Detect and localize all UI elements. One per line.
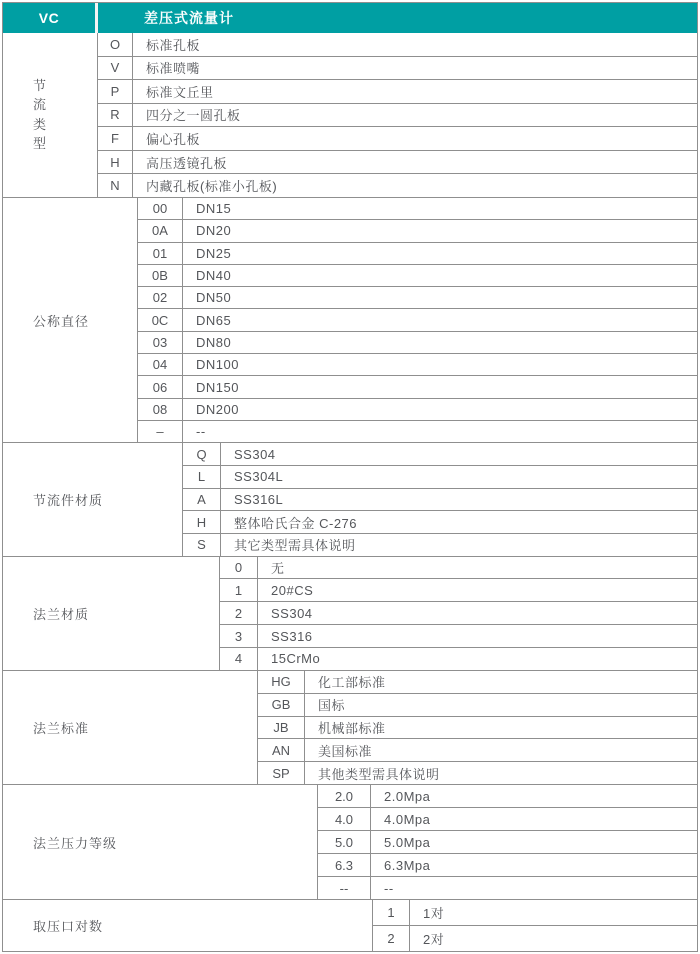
- row-code: –: [138, 421, 183, 442]
- table-header: [3, 3, 697, 33]
- row-desc: 其他类型需具体说明: [318, 766, 440, 782]
- section-flange-pressure-rating: [3, 785, 697, 900]
- section-flange-standard: [3, 671, 697, 785]
- row-desc: 偏心孔板: [146, 132, 201, 148]
- row-desc: SS304: [234, 446, 276, 462]
- section-rows: [318, 785, 697, 899]
- model-code-cell: VC: [3, 3, 98, 33]
- product-title-cell: 差压式流量计: [144, 10, 234, 26]
- row-desc: 标准文丘里: [146, 84, 214, 100]
- row-code: 6.3: [318, 854, 371, 876]
- table-row: [220, 557, 697, 580]
- row-desc: DN50: [196, 290, 232, 306]
- table-row: [138, 243, 697, 265]
- section-label: [3, 785, 318, 899]
- row-desc: 高压透镜孔板: [146, 155, 228, 171]
- row-code: A: [183, 489, 221, 511]
- row-desc: DN200: [196, 401, 239, 417]
- table-row: [183, 466, 697, 489]
- table-row: [138, 399, 697, 421]
- table-row: [318, 808, 697, 831]
- table-row: [138, 421, 697, 442]
- table-row: [138, 220, 697, 242]
- row-code: GB: [258, 694, 305, 716]
- row-code: F: [98, 127, 133, 150]
- row-code: 3: [220, 625, 258, 647]
- table-row: [183, 443, 697, 466]
- section-pressure-tap-pairs: [3, 900, 697, 951]
- section-throttle-material: [3, 443, 697, 556]
- row-desc: DN150: [196, 379, 239, 395]
- table-row: [183, 511, 697, 534]
- row-desc: DN40: [196, 268, 232, 284]
- row-desc: 1对: [423, 906, 445, 922]
- row-desc: DN15: [196, 201, 232, 217]
- section-label-text: 取压口对数: [33, 919, 104, 935]
- row-code: H: [98, 151, 133, 174]
- table-row: [318, 854, 697, 877]
- section-label: [3, 33, 98, 197]
- row-code: HG: [258, 671, 305, 693]
- table-row: [258, 694, 697, 717]
- section-label-text: 法兰压力等级: [33, 835, 118, 851]
- row-code: S: [183, 534, 221, 556]
- row-desc: 4.0Mpa: [384, 811, 431, 827]
- table-row: [98, 33, 697, 57]
- section-flange-material: [3, 557, 697, 671]
- table-row: [183, 489, 697, 512]
- row-code: 4: [220, 648, 258, 670]
- row-desc: SS304: [271, 605, 313, 621]
- row-desc: 2.0Mpa: [384, 788, 431, 804]
- row-desc: DN25: [196, 245, 232, 261]
- row-code: SP: [258, 762, 305, 784]
- table-row: [258, 717, 697, 740]
- row-desc: DN100: [196, 357, 239, 373]
- section-rows: [138, 198, 697, 442]
- row-code: --: [318, 877, 371, 899]
- section-label-text: 法兰材质: [33, 606, 90, 622]
- row-code: Q: [183, 443, 221, 465]
- row-code: P: [98, 80, 133, 103]
- table-row: [318, 877, 697, 899]
- row-code: 5.0: [318, 831, 371, 853]
- row-desc: SS316: [271, 628, 313, 644]
- row-code: 2: [220, 602, 258, 624]
- row-desc: 5.0Mpa: [384, 834, 431, 850]
- row-desc: 其它类型需具体说明: [234, 538, 356, 554]
- row-code: JB: [258, 717, 305, 739]
- spec-table: [2, 2, 698, 952]
- section-label-text: 节流类型: [33, 77, 48, 152]
- row-desc: DN80: [196, 334, 232, 350]
- row-desc: 机械部标准: [318, 720, 386, 736]
- row-code: O: [98, 33, 133, 56]
- section-label-text: 节流件材质: [33, 492, 104, 508]
- section-label-text: 公称直径: [33, 313, 90, 329]
- table-row: [258, 762, 697, 784]
- row-desc: 四分之一圆孔板: [146, 108, 241, 124]
- table-row: [98, 151, 697, 175]
- table-row: [373, 900, 697, 926]
- row-code: 2: [373, 926, 410, 951]
- row-code: 0A: [138, 220, 183, 241]
- row-code: L: [183, 466, 221, 488]
- section-rows: [258, 671, 697, 784]
- table-row: [138, 309, 697, 331]
- row-code: 0C: [138, 309, 183, 330]
- section-label: [3, 671, 258, 784]
- row-code: 1: [373, 900, 410, 925]
- row-code: 01: [138, 243, 183, 264]
- row-desc: 2对: [423, 932, 445, 948]
- section-label: [3, 443, 183, 555]
- table-row: [220, 579, 697, 602]
- row-desc: SS304L: [234, 469, 284, 485]
- row-code: N: [98, 174, 133, 197]
- row-desc: 标准孔板: [146, 37, 201, 53]
- row-code: 4.0: [318, 808, 371, 830]
- table-row: [98, 80, 697, 104]
- row-desc: 无: [271, 561, 285, 576]
- table-row: [98, 104, 697, 128]
- section-label: [3, 198, 138, 442]
- section-throttle-type: [3, 33, 697, 198]
- row-desc: 整体哈氏合金 C-276: [234, 515, 358, 531]
- row-desc: 国标: [318, 698, 346, 714]
- row-code: 06: [138, 376, 183, 397]
- row-desc: 内藏孔板(标准小孔板): [146, 179, 278, 195]
- row-desc: 标准喷嘴: [146, 61, 201, 77]
- section-label: [3, 557, 220, 670]
- table-row: [220, 625, 697, 648]
- table-row: [138, 265, 697, 287]
- table-row: [318, 785, 697, 808]
- section-label-text: 法兰标准: [33, 720, 90, 736]
- row-desc: --: [384, 880, 394, 896]
- row-code: 03: [138, 332, 183, 353]
- row-code: 0B: [138, 265, 183, 286]
- row-desc: 20#CS: [271, 582, 314, 598]
- table-row: [138, 287, 697, 309]
- section-rows: [98, 33, 697, 197]
- row-code: 00: [138, 198, 183, 219]
- table-row: [138, 198, 697, 220]
- table-row: [98, 127, 697, 151]
- row-code: 1: [220, 579, 258, 601]
- row-desc: DN20: [196, 223, 232, 239]
- row-code: V: [98, 57, 133, 80]
- row-code: H: [183, 511, 221, 533]
- table-row: [138, 332, 697, 354]
- row-desc: --: [196, 424, 206, 440]
- table-row: [318, 831, 697, 854]
- table-row: [183, 534, 697, 556]
- table-row: [258, 739, 697, 762]
- row-code: 0: [220, 557, 258, 579]
- section-nominal-diameter: [3, 198, 697, 443]
- row-desc: 美国标准: [318, 743, 373, 759]
- row-desc: 15CrMo: [271, 651, 321, 667]
- row-desc: DN65: [196, 312, 232, 328]
- table-row: [98, 57, 697, 81]
- row-code: AN: [258, 739, 305, 761]
- section-rows: [373, 900, 697, 951]
- section-rows: [183, 443, 697, 555]
- table-row: [98, 174, 697, 197]
- row-code: 2.0: [318, 785, 371, 807]
- row-desc: SS316L: [234, 491, 284, 507]
- table-row: [220, 648, 697, 670]
- section-rows: [220, 557, 697, 670]
- table-row: [220, 602, 697, 625]
- table-row: [258, 671, 697, 694]
- table-row: [373, 926, 697, 951]
- row-code: 08: [138, 399, 183, 420]
- row-code: R: [98, 104, 133, 127]
- table-row: [138, 354, 697, 376]
- row-code: 02: [138, 287, 183, 308]
- row-desc: 6.3Mpa: [384, 857, 431, 873]
- section-label: [3, 900, 373, 951]
- row-desc: 化工部标准: [318, 675, 386, 691]
- table-row: [138, 376, 697, 398]
- row-code: 04: [138, 354, 183, 375]
